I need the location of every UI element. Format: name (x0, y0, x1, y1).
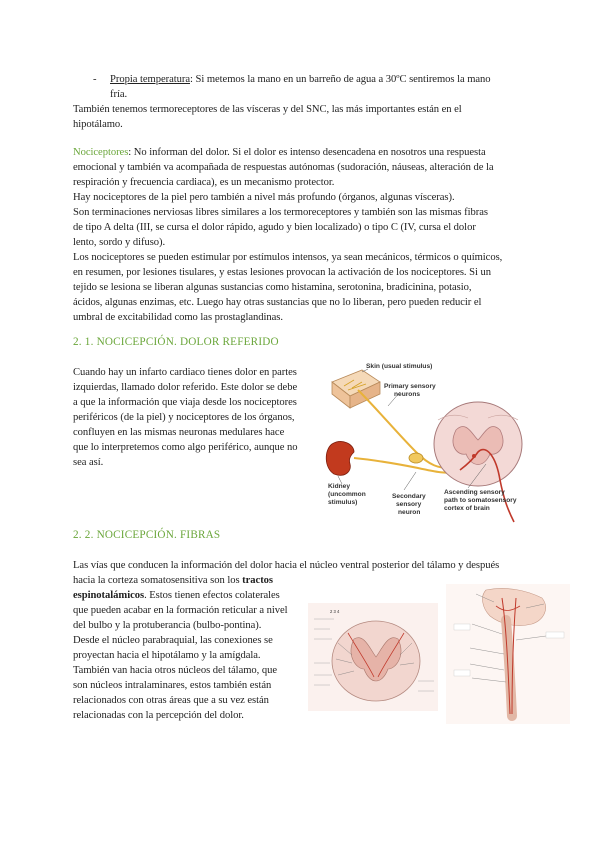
kidney-shape (326, 442, 354, 476)
spinal-cord (434, 402, 522, 486)
term-propia-temperatura: Propia temperatura (110, 74, 190, 85)
spinothalamic-cross-section-figure (308, 603, 438, 711)
paragraph-line: que lo interpretemos como algo periférico, aunque no (73, 442, 298, 453)
bullet-cont: fría. (110, 89, 128, 100)
label-primary: Primary sensory (384, 383, 436, 390)
label-kidney: Kidney (328, 483, 350, 490)
label-primary: neurons (394, 391, 421, 398)
section-heading: 2. 1. NOCICEPCIÓN. DOLOR REFERIDO (73, 336, 279, 348)
dorsal-root-ganglion (409, 453, 423, 463)
paragraph-line: que pueden acabar en la formación reticular a nivel (73, 605, 288, 616)
paragraph-line: sea así. (73, 457, 104, 468)
paragraph-line: en resumen, por lesiones tisulares, y estas lesiones provocan la activación de los nociceptores. Si un (73, 267, 491, 278)
label-ascending: Ascending sensory (444, 489, 505, 496)
bullet-dash: - (93, 74, 97, 85)
section-heading: 2. 2. NOCICEPCIÓN. FIBRAS (73, 529, 221, 541)
paragraph-line: Cuando hay un infarto cardiaco tienes dolor en partes (73, 367, 297, 378)
bullet-line (110, 72, 491, 87)
paragraph-line: de tipo A delta (III, se cursa el dolor rápido, agudo y bien localizado) o tipo C (IV, cursa el dolor (73, 222, 476, 233)
term-espinotalamicos: espinotalámicos (73, 590, 145, 601)
label-ascending: cortex of brain (444, 505, 490, 512)
paragraph-line: Son terminaciones nerviosas libres similares a los termoreceptores y también son las mismas fibras (73, 207, 488, 218)
paragraph-line (73, 588, 280, 603)
paragraph-line: Las vías que conducen la información del dolor hacia el núcleo ventral posterior del tálamo y después (73, 560, 500, 571)
bullet-text: : Si metemos la mano en un barreño de agua a 30ºC sentiremos la mano (190, 74, 491, 85)
label-secondary: neuron (398, 509, 421, 516)
referred-pain-figure (318, 360, 540, 526)
paragraph-line: relacionados con otras áreas que a su vez están (73, 695, 269, 706)
label-kidney: (uncommon (328, 491, 366, 498)
paragraph-line: proyectan hacia el hipotálamo y la amígdala. (73, 650, 261, 661)
paragraph-line: emocional y también va acompañada de respuestas autónomas (sudoración, náuseas, alteración de la (73, 162, 494, 173)
paragraph-text: : No informan del dolor. Si el dolor es intenso desencadena en nosotros una respuesta (128, 147, 486, 158)
paragraph-line: Los nociceptores se pueden estimular por estímulos intensos, ya sean mecánicos, térmicos o químicos, (73, 252, 503, 263)
paragraph-line (73, 573, 273, 588)
term-nociceptores: Nociceptores (73, 147, 129, 158)
paragraph-line: izquierdas, llamado dolor referido. Este dolor se debe (73, 382, 298, 393)
term-tractos: tractos (242, 575, 273, 586)
paragraph-line (73, 145, 486, 160)
paragraph-line: respiración y frecuencia cardiaca), es un mecanismo protector. (73, 177, 335, 188)
paragraph-text: hacia la corteza somatosensitiva son los (73, 575, 243, 586)
paragraph-line: confluyen en las mismas neuronas medulares hace (73, 427, 285, 438)
paragraph-line: También tenemos termoreceptores de las vísceras y del SNC, las más importantes están en el (73, 104, 462, 115)
label-skin: Skin (usual stimulus) (366, 363, 433, 370)
label-kidney: stimulus) (328, 499, 358, 506)
paragraph-line: También van hacia otros núcleos del tálamo, que (73, 665, 278, 676)
paragraph-line: son núcleos intralaminares, estos también están (73, 680, 272, 691)
ascending-pathway-brain-figure (446, 584, 570, 724)
paragraph-line: Hay nociceptores de la piel pero también a nivel más profundo (órganos, algunas vísceras). (73, 192, 455, 203)
paragraph-line: periféricos (de la piel) y nociceptores de los órganos, (73, 412, 295, 423)
paragraph-line: hipotálamo. (73, 119, 123, 130)
label-secondary: Secondary (392, 493, 426, 500)
paragraph-line: ácidos, algunas enzimas, etc. Luego hay otras sustancias que no lo liberan, pero pueden reducir el (73, 297, 482, 308)
paragraph-line: a que la información que viaja desde los nociceptores (73, 397, 297, 408)
paragraph-line: Desde el núcleo parabraquial, las conexiones se (73, 635, 273, 646)
synapse (472, 454, 476, 458)
paragraph-line: tejido se lesiona se liberan algunas sustancias como histamina, serotonina, bradicinina, potasio, (73, 282, 472, 293)
paragraph-line: relacionadas con la percepción del dolor. (73, 710, 244, 721)
label-ascending: path to somatosensory (444, 497, 517, 504)
label-secondary: sensory (396, 501, 422, 508)
paragraph-line: lento, sordo y difuso). (73, 237, 166, 248)
paragraph-line: del bulbo y la protuberancia (bulbo-pontina). (73, 620, 262, 631)
skin-block (332, 370, 380, 408)
paragraph-text: . Estos tienen efectos colaterales (144, 590, 280, 601)
paragraph-line: umbral de excitabilidad como las prostaglandinas. (73, 312, 283, 323)
figure-label: 2 3 4 (330, 609, 340, 614)
